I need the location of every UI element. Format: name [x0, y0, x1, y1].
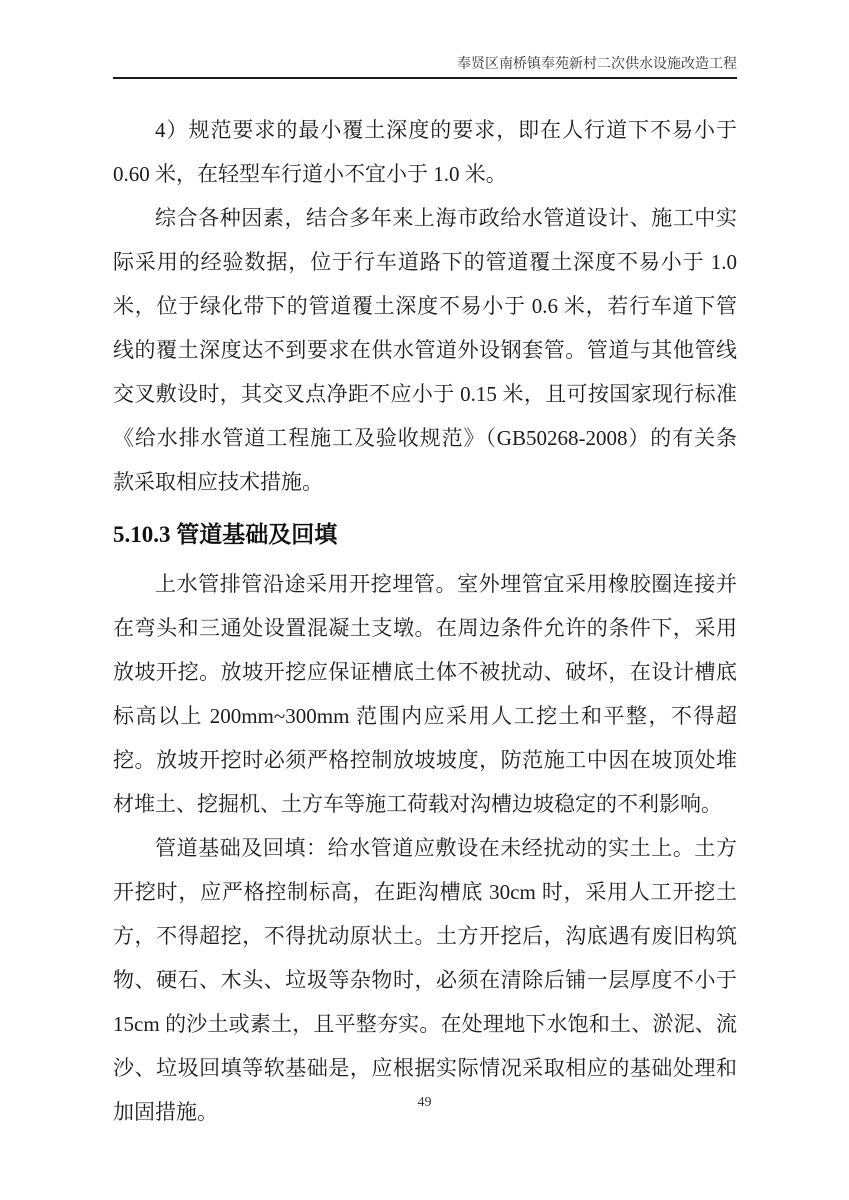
page-header [113, 56, 737, 79]
paragraph-cover-depth-practice: 综合各种因素，结合多年来上海市政给水管道设计、施工中实际采用的经验数据，位于行车道路下的管道覆土深度不易小于 1.0 米，位于绿化带下的管道覆土深度不易小于 0.6 米，若行车道下管线的覆土深度达不到要求在供水管道外设钢套管。管道与其他管线交叉敷设时，其交叉点净距不应小于 0.15 米，且可按国家现行标准《给水排水管道工程施工及验收规范》（GB50268-2008）的有关条款采取相应技术措施。 [113, 206, 737, 494]
paragraph-trench-excavation: 上水管排管沿途采用开挖埋管。室外埋管宜采用橡胶圈连接并在弯头和三通处设置混凝土支墩。在周边条件允许的条件下，采用放坡开挖。放坡开挖应保证槽底土体不被扰动、破坏，在设计槽底标高以上 200mm~300mm 范围内应采用人工挖土和平整，不得超挖。放坡开挖时必须严格控制放坡坡度，防范施工中因在坡顶处堆材堆土、挖掘机、土方车等施工荷载对沟槽边坡稳定的不利影响。 [113, 572, 737, 816]
page-number: 49 [417, 1095, 432, 1110]
paragraph-min-cover-depth: 4）规范要求的最小覆土深度的要求，即在人行道下不易小于 0.60 米，在轻型车行道小不宜小于 1.0 米。 [113, 118, 737, 186]
header-title: 奉贤区南桥镇奉苑新村二次供水设施改造工程 [457, 57, 737, 72]
paragraph-foundation-backfill: 管道基础及回填：给水管道应敷设在未经扰动的实土上。土方开挖时，应严格控制标高，在距沟槽底 30cm 时，采用人工开挖土方，不得超挖，不得扰动原状土。土方开挖后，沟底遇有废旧构筑物、硬石、木头、垃圾等杂物时，必须在清除后铺一层厚度不小于 15cm 的沙土或素土，且平整夯实。在处理地下水饱和土、淤泥、流沙、垃圾回填等软基础是，应根据实际情况采取相应的基础处理和加固措施。 [113, 836, 737, 1124]
section-heading: 5.10.3 管道基础及回填 [113, 522, 338, 547]
page-footer [0, 1094, 849, 1112]
document-body [113, 108, 737, 1134]
